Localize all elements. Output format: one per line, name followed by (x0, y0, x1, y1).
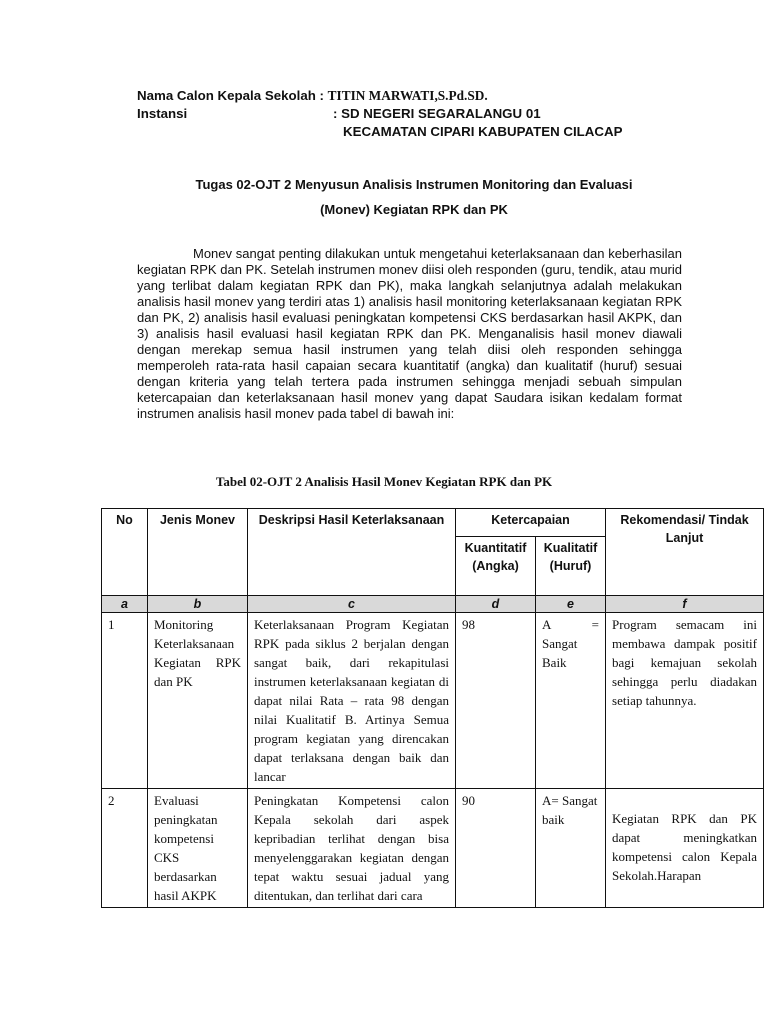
row-deskripsi: Keterlaksanaan Program Kegiatan RPK pada siklus 2 berjalan dengan sangat baik, dari rekapitulasi instrumen keterlaksanaan kegiatan di dapat nilai Rata – rata 98 dengan nilai Kualitatif B. Artinya Semua program kegiatan yang direncakan dapat terlaksana dengan baik dan lancar (248, 613, 456, 789)
institution-value-1: SD NEGERI SEGARALANGU 01 (341, 106, 541, 121)
row-rekomendasi: Program semacam ini membawa dampak positif bagi kemajuan sekolah sehingga perlu diadakan setiap tahunnya. (606, 613, 764, 789)
institution-value-2: KECAMATAN CIPARI KABUPATEN CILACAP (343, 124, 623, 139)
letter-f: f (606, 596, 764, 613)
letter-d: d (456, 596, 536, 613)
row-jenis: Evaluasi peningkatan kompetensi CKS berdasarkan hasil AKPK (148, 789, 248, 908)
intro-paragraph (137, 246, 682, 422)
institution-sep: : (333, 106, 342, 121)
row-no: 1 (102, 613, 148, 789)
candidate-line (137, 88, 488, 104)
row-no: 2 (102, 789, 148, 908)
table-header-row (102, 509, 764, 537)
table-caption: Tabel 02-OJT 2 Analisis Hasil Monev Kegiatan RPK dan PK (215, 474, 553, 489)
header-ketercapaian: Ketercapaian (456, 509, 606, 537)
table-letter-row (102, 596, 764, 613)
row-kuantitatif: 90 (456, 789, 536, 908)
letter-e: e (536, 596, 606, 613)
candidate-label: Nama Calon Kepala Sekolah : (137, 88, 328, 103)
intro-paragraph-text: Monev sangat penting dilakukan untuk mengetahui keterlaksanaan dan keberhasilan kegiatan RPK dan PK. Setelah instrumen monev diisi oleh responden (guru, tendik, atau murid yang terlibat dalam kegiatan RPK dan PK), maka langkah selanjutnya adalah melakukan analisis hasil monev yang terdiri atas 1) analisis hasil monitoring keterlaksanaan kegiatan RPK dan PK, 2) analisis hasil evaluasi peningkatan kompetensi CKS berdasarkan hasil AKPK, dan 3) analisis hasil evaluasi hasil kegiatan RPK dan PK. Menganalisis hasil monev diawali dengan merekap semua hasil instrumen yang telah diisi oleh responden sehingga memperoleh rata-rata hasil capaian secara kuantitatif (angka) dan kualitatif (huruf) sesuai dengan kriteria yang telah tertera pada instrumen sehingga menjadi sebuah simpulan ketercapaian dan keterlaksanaan hasil monev yang dapat Saudara isikan kedalam format instrumen analisis hasil monev pada tabel di bawah ini: (137, 246, 682, 421)
row-kualitatif: A= Sangat baik (536, 789, 606, 908)
institution-label: Instansi (137, 106, 188, 121)
candidate-name: TITIN MARWATI,S.Pd.SD. (327, 88, 488, 103)
row-kuantitatif: 98 (456, 613, 536, 789)
task-title-line-2: (Monev) Kegiatan RPK dan PK (320, 202, 508, 217)
letter-a: a (102, 596, 148, 613)
row-kualitatif: A = Sangat Baik (536, 613, 606, 789)
table-row (102, 789, 764, 908)
header-jenis: Jenis Monev (148, 509, 248, 596)
header-kualitatif: Kualitatif (Huruf) (536, 537, 606, 596)
row-jenis: Monitoring Keterlaksanaan Kegiatan RPK dan PK (148, 613, 248, 789)
monev-analysis-table (101, 508, 764, 908)
task-title-line-1: Tugas 02-OJT 2 Menyusun Analisis Instrumen Monitoring dan Evaluasi (195, 177, 633, 192)
header-deskripsi: Deskripsi Hasil Keterlaksanaan (248, 509, 456, 596)
letter-c: c (248, 596, 456, 613)
table-row (102, 613, 764, 789)
row-deskripsi: Peningkatan Kompetensi calon Kepala sekolah dari aspek kepribadian terlihat dengan bisa menyelenggarakan kegiatan dengan tepat waktu sesuai jadual yang ditentukan, dan terlihat dari cara (248, 789, 456, 908)
letter-b: b (148, 596, 248, 613)
header-kuantitatif: Kuantitatif (Angka) (456, 537, 536, 596)
institution-line-1 (333, 106, 541, 121)
header-rekomendasi: Rekomendasi/ Tindak Lanjut (606, 509, 764, 596)
row-rekomendasi: Kegiatan RPK dan PK dapat meningkatkan kompetensi calon Kepala Sekolah.Harapan (606, 789, 764, 908)
header-no: No (102, 509, 148, 596)
